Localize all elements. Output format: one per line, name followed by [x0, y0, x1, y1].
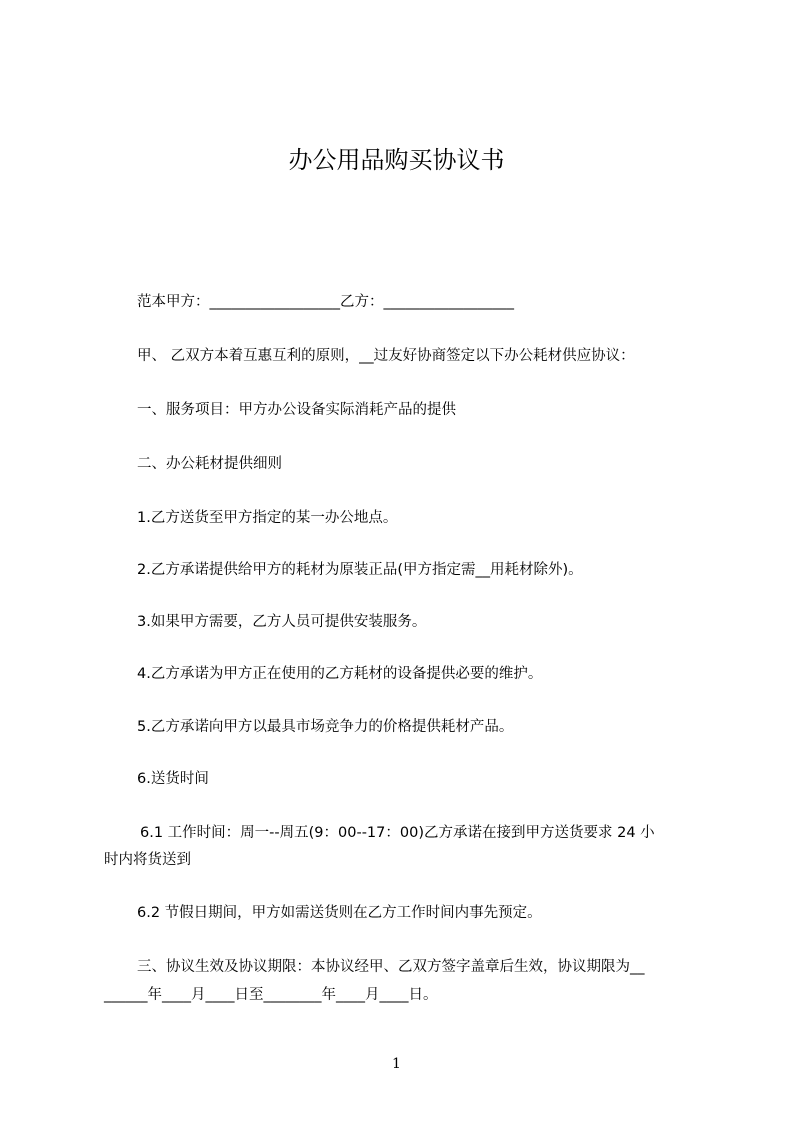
clause-item-6-1-line-2: 时内将货送到	[104, 852, 191, 868]
clause-item-4: 4.乙方承诺为甲方正在使用的乙方耗材的设备提供必要的维护。	[137, 666, 543, 682]
section-2-heading: 二、办公耗材提供细则	[137, 456, 282, 472]
intro-paragraph: 甲、 乙双方本着互惠互利的原则，__过友好协商签定以下办公耗材供应协议：	[137, 348, 635, 364]
parties-line: 范本甲方：__________________乙方：__________________	[137, 294, 514, 310]
section-1-heading: 一、服务项目：甲方办公设备实际消耗产品的提供	[137, 402, 456, 418]
clause-item-3: 3.如果甲方需要，乙方人员可提供安装服务。	[137, 614, 427, 630]
clause-item-6-2: 6.2 节假日期间，甲方如需送货则在乙方工作时间内事先预定。	[137, 905, 542, 921]
clause-item-1: 1.乙方送货至甲方指定的某一办公地点。	[137, 510, 398, 526]
clause-item-2: 2.乙方承诺提供给甲方的耗材为原装正品(甲方指定需__用耗材除外)。	[137, 562, 583, 578]
page-number: 1	[392, 1056, 401, 1072]
clause-item-5: 5.乙方承诺向甲方以最具市场竞争力的价格提供耗材产品。	[137, 719, 514, 735]
clause-item-6-1-line-1: 6.1 工作时间：周一--周五(9：00--17：00)乙方承诺在接到甲方送货要求 24 小	[140, 825, 655, 841]
section-3-line-1: 三、协议生效及协议期限：本协议经甲、乙双方签字盖章后生效，协议期限为__	[137, 959, 645, 975]
clause-item-6: 6.送货时间	[137, 771, 209, 787]
document-title: 办公用品购买协议书	[288, 146, 505, 174]
section-3-line-2: ______年____月____日至________年____月____日。	[104, 987, 438, 1003]
